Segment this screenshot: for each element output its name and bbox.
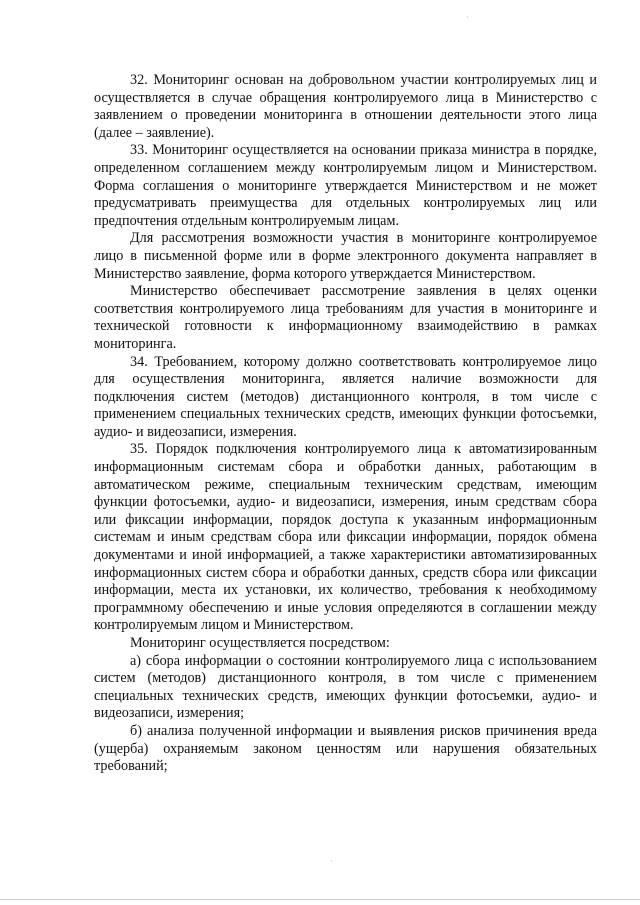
paragraph-32: 32. Мониторинг основан на добровольном участии контролируемых лиц и осуществляется в случае обращения контролируемого лица в Министерство с заявлением о проведении мониторинга в отношении деятельности этого лица (далее – заявление). [94,72,597,141]
list-item-b: б) анализа полученной информации и выявления рисков причинения вреда (ущерба) охраняемым законом ценностям или нарушения обязательных требований; [94,722,597,775]
scan-speck-bottom: · [330,857,333,867]
document-page [94,72,597,776]
scan-speck-top: · [466,13,469,23]
paragraph-monitoring-means: Мониторинг осуществляется посредством: [130,635,390,651]
paragraph-application-submission: Для рассмотрения возможности участия в мониторинге контролируемое лицо в письменной форме или в форме электронного документа направляет в Министерство заявление, форма которого утверждается Министерством. [94,230,597,282]
paragraph-application-review: Министерство обеспечивает рассмотрение заявления в целях оценки соответствия контролируемого лица требованиям для участия в мониторинге и технической готовности к информационному взаимодействию в рамках мониторинга. [94,283,597,352]
paragraph-33: 33. Мониторинг осуществляется на основании приказа министра в порядке, определенном соглашением между контролируемым лицом и Министерством. Форма соглашения о мониторинге утверждается Министерством и не может предусматривать преимущества для отдельных контролируемых лиц или предпочтения отдельным контролируемым лицам. [94,142,597,229]
paragraph-34: 34. Требованием, которому должно соответствовать контролируемое лицо для осуществления мониторинга, является наличие возможности для подключения систем (методов) дистанционного контроля, в том числе с применением специальных технических средств, имеющих функции фотосъемки, аудио- и видеозаписи, измерения. [94,353,597,440]
list-item-a: а) сбора информации о состоянии контролируемого лица с использованием систем (методов) дистанционного контроля, в том числе с применением специальных технических средств, имеющих функции фотосъемки, аудио- и видеозаписи, измерения; [94,652,597,722]
paragraph-35: 35. Порядок подключения контролируемого лица к автоматизированным информационным системам сбора и обработки данных, работающим в автоматическом режиме, специальным техническим средствам, имеющим функции фотосъемки, аудио- и видеозаписи, измерения, иным средствам сбора или фиксации информации, порядок доступа к указанным информационным системам и иным средствам сбора или фиксации информации, порядок обмена документами и иной информацией, а также характеристики автоматизированных информационных систем сбора и обработки данных, средств сбора или фиксации информации, места их установки, их количество, требования к необходимому программному обеспечению и иные условия определяются в соглашении между контролируемым лицом и Министерством. [94,441,597,634]
scan-edge-line [0,899,640,900]
